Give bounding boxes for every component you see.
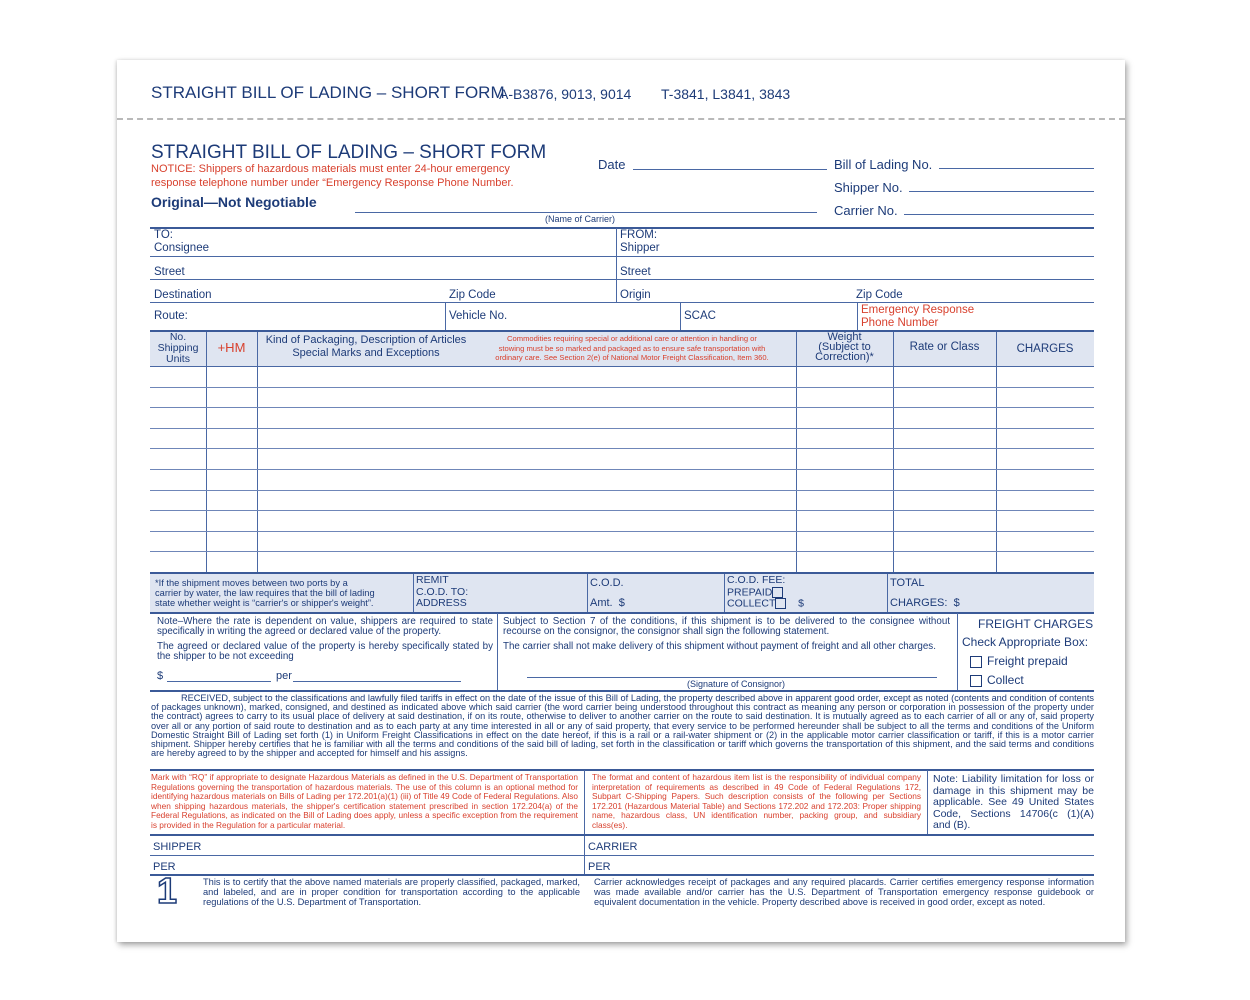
table-row-rule <box>150 490 1094 491</box>
name-of-carrier-caption: (Name of Carrier) <box>545 214 616 224</box>
emergency-response-label-1: Emergency Response <box>861 304 975 316</box>
remit-cod-address-label: REMIT C.O.D. TO: ADDRESS <box>416 574 469 609</box>
rule <box>150 279 1094 280</box>
carrier-no-field[interactable] <box>904 214 1094 215</box>
bill-of-lading-sheet <box>117 60 1125 942</box>
freight-collect-option[interactable]: Collect <box>970 673 1024 687</box>
rule <box>996 332 997 573</box>
charges-header: CHARGES <box>1016 343 1074 355</box>
agreed-value-statement: The agreed or declared value of the property is hereby specifically stated by the shipper to be not exceeding <box>157 641 493 662</box>
rule <box>150 690 1094 692</box>
consignee-zip-label: Zip Code <box>449 289 496 301</box>
rule <box>413 574 414 612</box>
rule <box>957 613 958 690</box>
destination-label: Destination <box>154 289 212 301</box>
rule <box>206 332 207 573</box>
form-title: STRAIGHT BILL OF LADING – SHORT FORM <box>151 142 547 163</box>
total-charges-label: CHARGES: $ <box>890 597 960 609</box>
carrier-no-label: Carrier No. <box>834 203 898 218</box>
scac-label: SCAC <box>684 310 716 322</box>
description-header: Kind of Packaging, Description of Articles Special Marks and Exceptions <box>265 334 467 359</box>
bill-of-lading-no-label: Bill of Lading No. <box>834 157 933 172</box>
table-row-rule <box>150 469 1094 470</box>
carrier-no-delivery-statement: The carrier shall not make delivery of this shipment without payment of freight and all other charges. <box>503 641 936 652</box>
name-of-carrier-field[interactable] <box>355 212 817 213</box>
copy-number: 1 <box>157 870 178 911</box>
shipper-per-label: PER <box>153 861 176 873</box>
rule <box>887 574 888 612</box>
table-row-rule <box>150 510 1094 511</box>
rule <box>893 332 894 573</box>
received-terms: RECEIVED, subject to the classifications and lawfully filed tariffs in effect on the date of the issue of this Bill of Lading, the property described above in apparent good order, except as noted (contents and condition of contents of packages unknown), marked, consigned, and destined as indicated above which said carrier (the word carrier being understood throughout this contract as meaning any person or corporation in possession of the property under the contract) agrees to carry to its usual place of delivery at said destination, if on its route, otherwise to deliver to another carrier on the route to said destination. It is mutually agreed as to each carrier of all or any of, said property over all or any portion of said route to destination and as to each party at any time interested in all or any of said property, that every service to be performed hereunder shall be subject to all the terms and conditions of the Uniform Domestic Straight Bill of Lading set forth (1) in Uniform Freight Classifications in effect on the date hereof, if this is a rail or a rail-water shipment or (2) in the applicable motor carrier classification or tariff, if this is a motor carrier shipment. Shipper hereby certifies that he is familiar with all the terms and conditions of the said bill of lading, set forth in the classification or tariff which governs the transportation of this shipment, and the said terms and conditions are hereby agreed to by the shipper and accepted for himself and his assigns. <box>151 693 1094 759</box>
consignee-label: Consignee <box>154 242 209 254</box>
from-label: FROM: <box>620 229 658 241</box>
value-per-field[interactable] <box>293 681 461 682</box>
original-not-negotiable: Original—Not Negotiable <box>151 194 317 210</box>
check-box-label: Check Appropriate Box: <box>962 635 1089 649</box>
consignee-street-label: Street <box>154 266 185 278</box>
stub-codes-a: A-B3876, 9013, 9014 <box>499 86 632 102</box>
to-label: TO: <box>154 229 173 241</box>
value-dollar-label: $ <box>157 670 164 682</box>
shipper-label: Shipper <box>620 242 660 254</box>
rule <box>150 834 1094 836</box>
notice-line-1: NOTICE: Shippers of hazardous materials must enter 24-hour emergency <box>151 163 510 175</box>
rule <box>150 366 1094 367</box>
stub-title: STRAIGHT BILL OF LADING – SHORT FORM <box>151 83 505 102</box>
rule <box>927 770 928 834</box>
freight-prepaid-option[interactable]: Freight prepaid <box>970 654 1068 668</box>
table-row-rule <box>150 407 1094 408</box>
rule <box>584 770 585 834</box>
table-row-rule <box>150 551 1094 552</box>
carrier-signature-label: CARRIER <box>588 841 638 853</box>
rule <box>150 256 1094 257</box>
carrier-per-label: PER <box>588 861 611 873</box>
value-per-label: per <box>276 670 292 682</box>
shipper-no-field[interactable] <box>909 191 1094 192</box>
rule <box>616 228 617 302</box>
freight-charges-title: FREIGHT CHARGES <box>978 617 1094 631</box>
collect-checkbox[interactable] <box>775 598 786 609</box>
consignor-signature-caption: (Signature of Consignor) <box>687 679 786 689</box>
rule <box>150 874 1094 876</box>
rule <box>445 303 446 330</box>
emergency-response-label-2: Phone Number <box>861 317 939 329</box>
rule <box>150 302 1094 303</box>
hm-header: +HM <box>217 340 246 355</box>
cod-label: C.O.D. <box>590 577 624 589</box>
table-row-rule <box>150 428 1094 429</box>
hazmat-marking-note: Mark with “RQ” if appropriate to designate Hazardous Materials as defined in the U.S. Department of Transportation Regulations governing the transportation of hazardous materials. The use of this column is an optional method for identifying hazardous materials on Bills of Lading per 172.201(a)(1) (iii) of Title 49 Code of Federal Regulations. Also when shipping hazardous materials, the shipper's certification statement prescribed in section 172.204(a) of the Federal Regulations, as indicated on the Bill of Lading does apply, unless a specific exception from the requirement is provided in the Regulation for a particular material. <box>151 772 578 830</box>
hazmat-format-note: The format and content of hazardous item list is the responsibility of individual company interpretation of requirements as described in 49 Code of Federal Regulations 172, Subpart C-Shipping Papers. Such description consists of the following per Sections 172.201 (Hazardous Material Table) and Sections 172.202 and 172.203: Proper shipping name, hazardous class, UN identification number, packing group, and subsidiary class(es). <box>592 772 921 830</box>
section-7-statement: Subject to Section 7 of the conditions, if this shipment is to be delivered to the consignee without recourse on the consignor, the consignor shall sign the following statement. <box>503 616 950 637</box>
rule <box>680 303 681 330</box>
declared-value-field[interactable] <box>167 681 271 682</box>
table-row-rule <box>150 387 1094 388</box>
consignor-signature-field[interactable] <box>527 677 937 678</box>
origin-label: Origin <box>620 289 651 301</box>
rule <box>150 612 1094 614</box>
rule <box>857 303 858 330</box>
water-carrier-note: *If the shipment moves between two ports by a carrier by water, the law requires that the bill of lading state whether weight is “carrier's or shipper's weight”. <box>155 578 375 608</box>
shipper-street-label: Street <box>620 266 651 278</box>
cod-fee-label: C.O.D. FEE: PREPAID COLLECT $ <box>727 574 804 610</box>
perforation-line <box>117 118 1125 120</box>
date-field[interactable] <box>633 169 827 170</box>
carrier-acknowledgement: Carrier acknowledges receipt of packages and any required placards. Carrier certifies emergency response information was made available and/or carrier has the U.S. Department of Transportation emergency response guidebook or equivalent documentation in the vehicle. Property described above is received in good order, except as noted. <box>594 877 1094 907</box>
liability-note: Note: Liability limitation for loss or damage in this shipment may be applicable. See 49 United States Code, Sections 14706(c (1)(A) and (B). <box>933 773 1094 831</box>
freight-prepaid-checkbox[interactable] <box>970 656 982 668</box>
stub-codes-t: T-3841, L3841, 3843 <box>661 86 791 102</box>
freight-collect-checkbox[interactable] <box>970 675 982 687</box>
bill-of-lading-no-field[interactable] <box>939 168 1094 169</box>
rule <box>497 613 498 690</box>
total-label: TOTAL <box>890 577 925 589</box>
cod-amount-label: Amt. $ <box>590 597 625 609</box>
vehicle-no-label: Vehicle No. <box>449 310 508 322</box>
shipper-signature-label: SHIPPER <box>153 841 202 853</box>
shipper-zip-label: Zip Code <box>856 289 903 301</box>
shipper-certification: This is to certify that the above named materials are properly classified, packaged, marked, and labeled, and are in proper condition for transportation according to the applicable regulations of the U.S. Department of Transportation. <box>203 877 580 907</box>
rule <box>724 574 725 612</box>
rule <box>796 332 797 573</box>
rule <box>150 855 1094 856</box>
table-row-rule <box>150 531 1094 532</box>
prepaid-checkbox[interactable] <box>772 587 783 598</box>
rule <box>587 574 588 612</box>
shipping-units-header: No. Shipping Units <box>157 331 199 365</box>
table-row-rule <box>150 448 1094 449</box>
declared-value-note: Note–Where the rate is dependent on value, shippers are required to state specifically in writing the agreed or declared value of the property. <box>157 616 493 637</box>
shipper-no-label: Shipper No. <box>834 180 903 195</box>
route-label: Route: <box>154 310 188 322</box>
rule <box>150 769 1094 771</box>
rule <box>257 332 258 573</box>
weight-header: Weight (Subject to Correction)* <box>815 331 874 363</box>
notice-line-2: response telephone number under “Emergency Response Phone Number. <box>151 177 514 189</box>
rate-or-class-header: Rate or Class <box>909 341 980 353</box>
date-label: Date <box>598 157 626 172</box>
commodities-note: Commodities requiring special or additional care or attention in handling or stowing must be so marked and packaged as to ensure safe transportation with ordinary care. See Section 2(e) of National Motor Freight Classification, Item 360. <box>495 334 769 362</box>
